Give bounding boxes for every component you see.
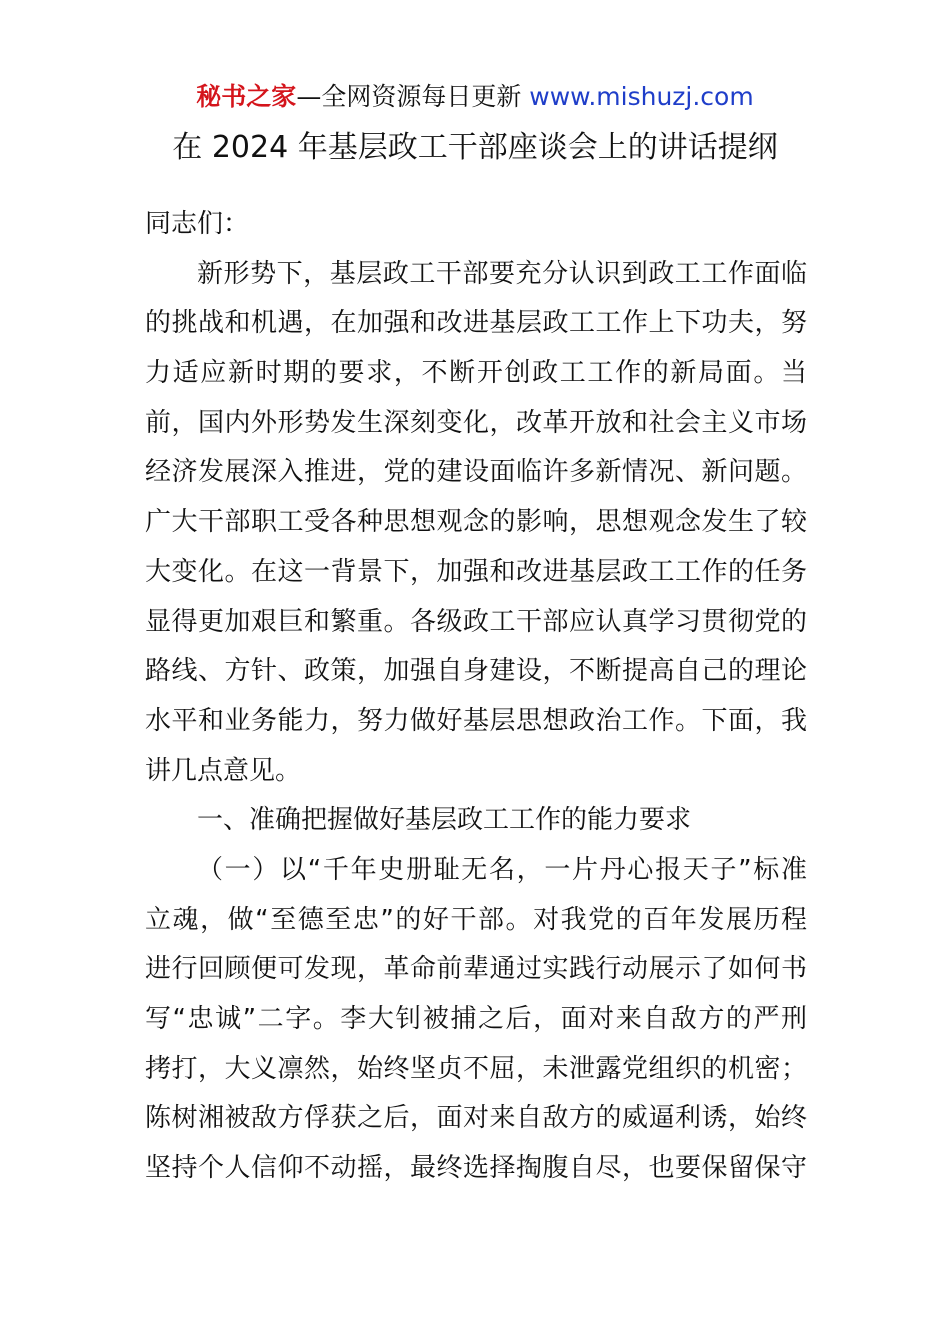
paragraph-line: 经济发展深入推进，党的建设面临许多新情况、新问题。: [145, 457, 807, 488]
header-dash: —: [296, 82, 322, 111]
paragraph-line: 陈树湘被敌方俘获之后，面对来自敌方的威逼利诱，始终: [145, 1103, 807, 1134]
paragraph-line: 写“忠诚”二字。李大钊被捕之后，面对来自敌方的严刑: [145, 1004, 807, 1034]
paragraph-line: 的挑战和机遇，在加强和改进基层政工工作上下功夫，努: [145, 308, 807, 339]
document-body: [145, 200, 807, 1194]
site-tagline: 全网资源每日更新: [321, 82, 522, 111]
paragraph-line: 立魂，做“至德至忠”的好干部。对我党的百年发展历程: [145, 904, 807, 935]
document-title: 在 2024 年基层政工干部座谈会上的讲话提纲: [172, 130, 778, 165]
paragraph-line: （一）以“千年史册耻无名，一片丹心报天子”标准: [197, 854, 807, 885]
paragraph-line: 讲几点意见。: [145, 755, 302, 786]
site-url-link[interactable]: www.mishuzj.com: [529, 82, 754, 111]
paragraph-line: 力适应新时期的要求，不断开创政工工作的新局面。当: [145, 358, 807, 389]
paragraph-line: 前，国内外形势发生深刻变化，改革开放和社会主义市场: [145, 407, 807, 438]
paragraph-line: 坚持个人信仰不动摇，最终选择掏腹自尽，也要保留保守: [145, 1153, 807, 1184]
paragraph-line: 路线、方针、政策，加强自身建设，不断提高自己的理论: [145, 656, 807, 687]
paragraph-line: 大变化。在这一背景下，加强和改进基层政工工作的任务: [145, 556, 807, 587]
section-heading: 一、准确把握做好基层政工工作的能力要求: [197, 805, 692, 836]
site-brand: 秘书之家: [196, 82, 297, 111]
paragraph-line: 水平和业务能力，努力做好基层思想政治工作。下面，我: [145, 705, 807, 736]
paragraph-line: 拷打，大义凛然，始终坚贞不屈，未泄露党组织的机密；: [145, 1053, 807, 1084]
paragraph-line: 显得更加艰巨和繁重。各级政工干部应认真学习贯彻党的: [145, 606, 807, 637]
salutation: 同志们：: [145, 209, 250, 239]
paragraph-line: 广大干部职工受各种思想观念的影响，思想观念发生了较: [145, 507, 807, 538]
paragraph-line: 进行回顾便可发现，革命前辈通过实践行动展示了如何书: [145, 954, 807, 985]
site-header: [0, 80, 950, 114]
paragraph-line: 新形势下，基层政工干部要充分认识到政工工作面临: [197, 258, 807, 289]
